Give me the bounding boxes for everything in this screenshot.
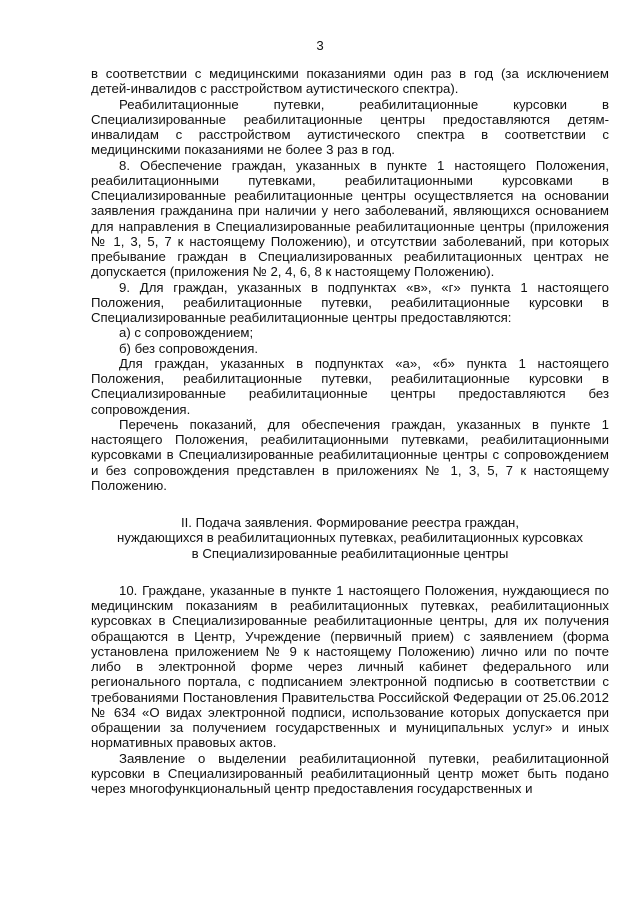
paragraph-application-mfc: Заявление о выделении реабилитационной путевки, реабилитационной курсовки в Специализированный реабилитационный центр может быть подано через многофункциональный центр предоставления государственных и xyxy=(91,750,609,796)
paragraph-continuation: в соответствии с медицинскими показаниями один раз в год (за исключением детей-инвалидов с расстройством аутистического спектра). xyxy=(91,66,609,97)
section-heading-line-2: нуждающихся в реабилитационных путевках, реабилитационных курсовках xyxy=(116,530,584,546)
paragraph-item-10: 10. Граждане, указанные в пункте 1 настоящего Положения, нуждающиеся по медицинским показаниям в реабилитационных путевках, реабилитационных курсовках в Специализированные реабилитационные центры, для их получения обращаются в Центр, Учреждение (первичный прием) с заявлением (форма установлена приложением № 9 к настоящему Положению) лично или по почте либо в электронной форме через личный кабинет федерального или регионального портала, с подписанием электронной подписью в соответствии с требованиями Постановления Правительства Российской Федерации от 25.06.2012 № 634 «О видах электронной подписи, использование которых допускается при обращении за получением государственных и муниципальных услуг» и иных нормативных правовых актов. xyxy=(91,582,609,751)
paragraph-subitem-a: а) с сопровождением; xyxy=(119,325,254,341)
section-heading-line-3: в Специализированные реабилитационные центры xyxy=(191,545,509,561)
paragraph-without-escort: Для граждан, указанных в подпунктах «а», «б» пункта 1 настоящего Положения, реабилитационные путевки, реабилитационные курсовки в Специализированные реабилитационные центры предоставляются без сопровождения. xyxy=(91,355,609,417)
paragraph-rehab-limit: Реабилитационные путевки, реабилитационные курсовки в Специализированные реабилитационные центры предоставляются детям-инвалидам с расстройством аутистического спектра в соответствии с медицинскими показаниями не более 3 раз в год. xyxy=(91,96,609,158)
document-body xyxy=(91,66,609,796)
section-heading xyxy=(91,515,609,561)
paragraph-item-8: 8. Обеспечение граждан, указанных в пункте 1 настоящего Положения, реабилитационными путевками, реабилитационными курсовками в Специализированные реабилитационные центры осуществляется на основании заявления гражданина при наличии у него заболеваний, являющихся основанием для направления в Специализированные реабилитационные центры (приложения № 1, 3, 5, 7 к настоящему Положению), и отсутствии заболеваний, при которых пребывание граждан в Специализированных реабилитационных центрах не допускается (приложения № 2, 4, 6, 8 к настоящему Положению). xyxy=(91,157,609,280)
section-heading-line-1: II. Подача заявления. Формирование реестра граждан, xyxy=(180,515,520,530)
page-number: 3 xyxy=(316,38,324,53)
paragraph-subitem-b: б) без сопровождения. xyxy=(119,340,259,356)
paragraph-indications-list: Перечень показаний, для обеспечения граждан, указанных в пункте 1 настоящего Положения, реабилитационными путевками, реабилитационными курсовками в Специализированные реабилитационные центры с сопровождением и без сопровождения представлен в приложениях № 1, 3, 5, 7 к настоящему Положению. xyxy=(91,416,609,493)
paragraph-item-9: 9. Для граждан, указанных в подпунктах «в», «г» пункта 1 настоящего Положения, реабилитационные путевки, реабилитационные курсовки в Специализированные реабилитационные центры предоставляются: xyxy=(91,279,609,325)
